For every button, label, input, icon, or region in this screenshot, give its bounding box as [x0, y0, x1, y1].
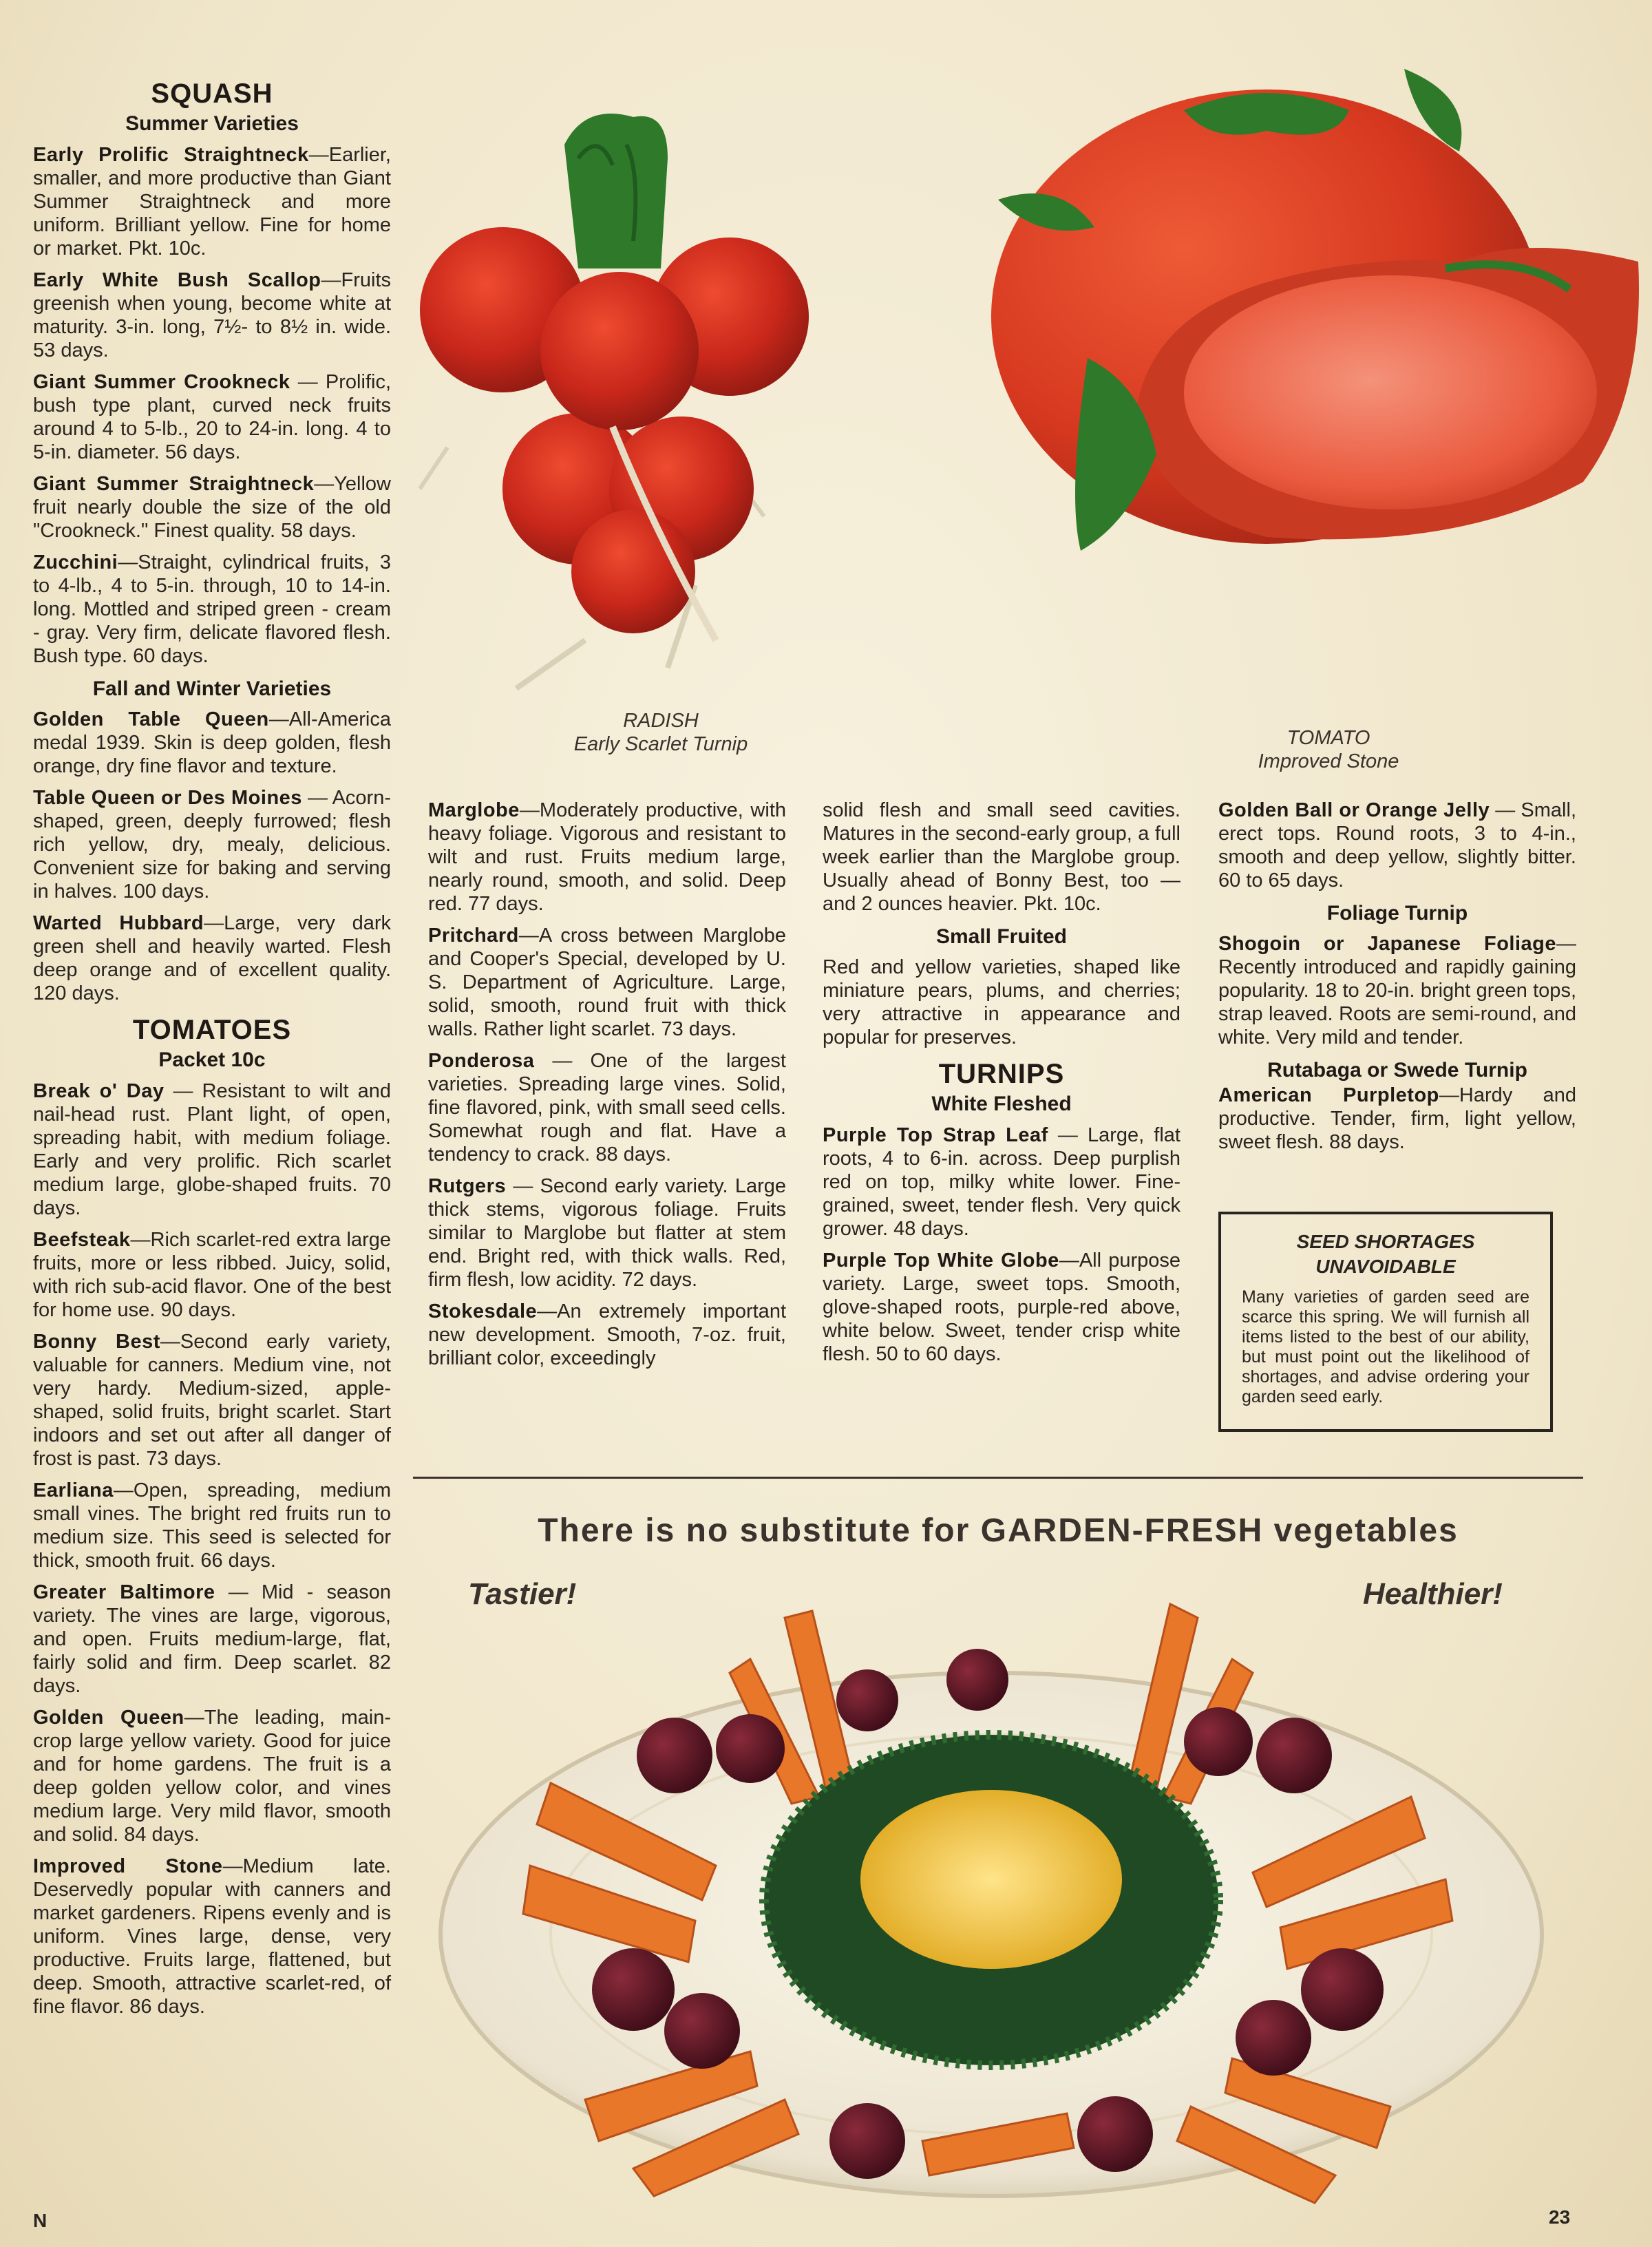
tomato-caption-variety: Improved Stone — [1258, 750, 1399, 772]
variety-description: —An extremely important new development. Smooth, 7-oz. fruit, brilliant color, exceedingly — [428, 1300, 786, 1369]
entry-shogoin — [1218, 932, 1576, 1049]
variety-description: — Prolific, bush type plant, curved neck fruits around 4 to 5-lb., 20 to 24-in. long. 4 to 5-in. diameter. 56 days. — [33, 371, 391, 463]
summer-varieties-heading: Summer Varieties — [125, 112, 299, 135]
squash-fall-list — [33, 708, 391, 1005]
variety-name: Early Prolific Straightneck — [33, 144, 309, 166]
variety-description: —Earlier, smaller, and more productive than Giant Summer Straightneck and more uniform. Brilliant yellow. Fine for home or market. Pkt. 10c. — [33, 144, 391, 260]
foliage-turnip-heading: Foliage Turnip — [1326, 902, 1468, 925]
fall-winter-heading: Fall and Winter Varieties — [92, 677, 332, 700]
variety-entry — [33, 708, 391, 778]
variety-name: Ponderosa — [428, 1050, 535, 1072]
variety-name: Pritchard — [428, 925, 519, 947]
squash-heading: SQUASH — [151, 78, 273, 109]
variety-entry — [428, 924, 786, 1041]
variety-entry — [33, 786, 391, 903]
small-fruited-heading: Small Fruited — [935, 925, 1068, 948]
entry-text: —Recently introduced and rapidly gaining popularity. 18 to 20-in. bright green tops, strap leaved. Roots are semi-round, and white. Very mild and tender. — [1218, 933, 1576, 1048]
variety-name: Bonny Best — [33, 1331, 160, 1353]
variety-name: Giant Summer Straightneck — [33, 473, 315, 495]
variety-description: — Second early variety. Large thick stems, vigorous foliage. Fruits similar to Marglobe but flatter at stem end. Bright red, with thick walls. Red, firm flesh, low acidity. 72 days. — [428, 1175, 786, 1291]
entry-text: —Hardy and productive. Tender, firm, light yellow, sweet flesh. 88 days. — [1218, 1084, 1576, 1153]
variety-description: — Acorn-shaped, green, deeply furrowed; flesh rich yellow, dry, mealy, delicious. Convenient size for baking and serving in halves. 100 days. — [33, 787, 391, 903]
variety-description: —Yellow fruit nearly double the size of the old "Crookneck." Finest quality. 58 days. — [33, 473, 391, 542]
variety-entry — [33, 268, 391, 362]
entry-name: Golden Ball or Orange Jelly — [1218, 799, 1490, 821]
variety-description: —Fruits greenish when young, become white at maturity. 3-in. long, 7½- to 8½ in. wide. 53 days. — [33, 269, 391, 361]
entry-golden-ball — [1218, 799, 1576, 892]
packet-price: Packet 10c — [158, 1048, 266, 1071]
variety-name: Golden Table Queen — [33, 708, 269, 730]
variety-entry — [33, 1479, 391, 1572]
variety-description: —Moderately productive, with heavy foliage. Vigorous and resistant to wilt and rust. Fruits medium large, nearly round, smooth, and solid. Deep red. 77 days. — [428, 799, 786, 915]
variety-name: Improved Stone — [33, 1855, 223, 1877]
column-squash-tomatoes — [33, 77, 391, 2027]
variety-entry — [428, 1300, 786, 1370]
variety-description: —A cross between Marglobe and Cooper's Special, developed by U. S. Department of Agriculture. Large, solid, smooth, round fruit with thick walls. Rather light scarlet. 73 days. — [428, 925, 786, 1040]
variety-name: Marglobe — [428, 799, 520, 821]
variety-name: Rutgers — [428, 1175, 507, 1197]
variety-entry — [33, 911, 391, 1005]
garden-fresh-slogan: There is no substitute for GARDEN-FRESH vegetables — [538, 1512, 1459, 1549]
variety-description: — Resistant to wilt and nail-head rust. Plant light, of open, spreading habit, with medium foliage. Early and very prolific. Rich scarlet medium large, globe-shaped fruits. 70 days. — [33, 1080, 391, 1219]
stokesdale-continued: solid flesh and small seed cavities. Matures in the second-early group, a full week earlier than the Marglobe group. Usually ahead of Bonny Best, too — and 2 ounces heavier. Pkt. 10c. — [823, 799, 1180, 915]
small-fruited-text: Red and yellow varieties, shaped like miniature pears, plums, and cherries; very attractive in appearance and popular for preserves. — [823, 956, 1180, 1048]
variety-description: — Mid - season variety. The vines are large, vigorous, and open. Fruits medium-large, flat, fairly solid and firm. Deep scarlet. 82 days. — [33, 1581, 391, 1697]
notice-title-2: UNAVOIDABLE — [1315, 1256, 1456, 1277]
variety-entry — [428, 799, 786, 916]
variety-description: — One of the largest varieties. Spreading large vines. Solid, fine flavored, pink, with small seed cells. Somewhat rough and flat. Have a tendency to crack. 88 days. — [428, 1050, 786, 1165]
variety-description: — Large, flat roots, 4 to 6-in. across. Deep purplish red on top, milky white lower. Fine-grained, sweet, tender flesh. Very quick grower. 48 days. — [823, 1124, 1180, 1240]
column-turnips — [823, 799, 1180, 1374]
variety-entry — [33, 143, 391, 260]
variety-entry — [33, 472, 391, 542]
entry-name: Shogoin or Japanese Foliage — [1218, 933, 1556, 955]
entry-text: — Small, erect tops. Round roots, 3 to 4-in., smooth and deep yellow, slightly bitter. 60 to 65 days. — [1218, 799, 1577, 892]
squash-summer-list — [33, 143, 391, 668]
entry-american-purpletop — [1218, 1084, 1576, 1154]
tastier-tagline: Tastier! — [468, 1577, 577, 1611]
variety-description: —Medium late. Deservedly popular with canners and market gardeners. Ripens evenly and is uniform. Vines large, dense, very productive. Fruits large, flattened, but deep. Smooth, attractive scarlet-red, of fine flavor. 86 days. — [33, 1855, 391, 2018]
notice-title-1: SEED SHORTAGES — [1296, 1231, 1475, 1252]
tomato-caption-name: TOMATO — [1286, 727, 1370, 749]
variety-name: Zucchini — [33, 551, 118, 573]
white-fleshed-heading: White Fleshed — [931, 1093, 1072, 1115]
variety-name: Golden Queen — [33, 1707, 184, 1729]
variety-entry — [33, 1079, 391, 1220]
variety-description: —Straight, cylindrical fruits, 3 to 4-lb., 4 to 5-in. through, 10 to 14-in. long. Mottled and striped green - cream - gray. Very firm, delicate flavored flesh. Bush type. 60 days. — [33, 551, 391, 667]
variety-entry — [823, 1249, 1180, 1366]
variety-name: Purple Top White Globe — [823, 1249, 1059, 1272]
radish-caption-variety: Early Scarlet Turnip — [573, 733, 748, 755]
divider-rule — [413, 1477, 1583, 1479]
variety-name: Table Queen or Des Moines — [33, 787, 302, 809]
notice-body: Many varieties of garden seed are scarce this spring. We will furnish all items listed to the best of our ability, but must point out the likelihood of shortages, and advise ordering your garden seed early. — [1242, 1287, 1529, 1406]
variety-entry — [428, 1174, 786, 1291]
entry-name: American Purpletop — [1218, 1084, 1439, 1106]
variety-description: —Large, very dark green shell and heavily warted. Flesh deep orange and of excellent quality. 120 days. — [33, 912, 391, 1004]
tomato-caption — [1184, 726, 1473, 773]
radish-illustration — [406, 103, 833, 723]
variety-entry — [33, 1228, 391, 1322]
variety-entry — [33, 1855, 391, 2018]
variety-description: —Open, spreading, medium small vines. The bright red fruits run to medium size. This seed is selected for thick, smooth fruit. 66 days. — [33, 1479, 391, 1572]
healthier-tagline: Healthier! — [1363, 1577, 1503, 1611]
variety-description: —All-America medal 1939. Skin is deep golden, flesh orange, dry fine flavor and texture. — [33, 708, 391, 777]
variety-name: Beefsteak — [33, 1229, 131, 1251]
variety-description: —The leading, main-crop large yellow variety. Good for juice and for home gardens. The fruit is a deep golden yellow color, and vines medium large. Very mild flavor, smooth and solid. 84 days. — [33, 1707, 392, 1846]
radish-caption-name: RADISH — [623, 710, 699, 732]
variety-entry — [823, 1124, 1180, 1241]
variety-entry — [33, 551, 391, 668]
variety-name: Greater Baltimore — [33, 1581, 215, 1603]
variety-description: —All purpose variety. Large, sweet tops. Smooth, glove-shaped roots, purple-red above, white below. Sweet, tender crisp white flesh. 50 to 60 days. — [823, 1249, 1180, 1365]
variety-name: Break o' Day — [33, 1080, 165, 1102]
variety-entry — [33, 1581, 391, 1698]
rutabaga-heading: Rutabaga or Swede Turnip — [1267, 1059, 1527, 1082]
tomato-illustration — [977, 28, 1652, 730]
turnips-heading: TURNIPS — [938, 1059, 1065, 1089]
variety-name: Stokesdale — [428, 1300, 538, 1322]
vegetable-platter-illustration — [427, 1576, 1583, 2224]
variety-entry — [33, 370, 391, 464]
variety-name: Purple Top Strap Leaf — [823, 1124, 1048, 1146]
corner-letter: N — [33, 2210, 47, 2231]
variety-entry — [428, 1049, 786, 1166]
variety-name: Warted Hubbard — [33, 912, 204, 934]
tomatoes-list — [33, 1079, 391, 2018]
seed-shortages-notice — [1218, 1212, 1553, 1432]
column-turnips-cont — [1218, 799, 1576, 1162]
variety-entry — [33, 1706, 391, 1846]
variety-name: Giant Summer Crookneck — [33, 371, 290, 393]
tomatoes-list-cont — [428, 799, 786, 1370]
variety-name: Early White Bush Scallop — [33, 269, 321, 291]
tomatoes-heading: TOMATOES — [132, 1015, 292, 1045]
turnips-list — [823, 1124, 1180, 1366]
variety-name: Earliana — [33, 1479, 114, 1501]
variety-description: —Rich scarlet-red extra large fruits, more or less ribbed. Juicy, solid, with rich sub-acid flavor. One of the best for home use. 90 days. — [33, 1229, 391, 1321]
variety-entry — [33, 1330, 391, 1470]
column-tomatoes-cont — [428, 799, 786, 1378]
radish-caption — [523, 709, 798, 756]
variety-description: —Second early variety, valuable for canners. Medium vine, not very hardy. Medium-sized, apple-shaped, solid fruits, bright scarlet. Start indoors and set out after all danger of frost is past. 73 days. — [33, 1331, 391, 1470]
page-number: 23 — [1549, 2206, 1571, 2228]
